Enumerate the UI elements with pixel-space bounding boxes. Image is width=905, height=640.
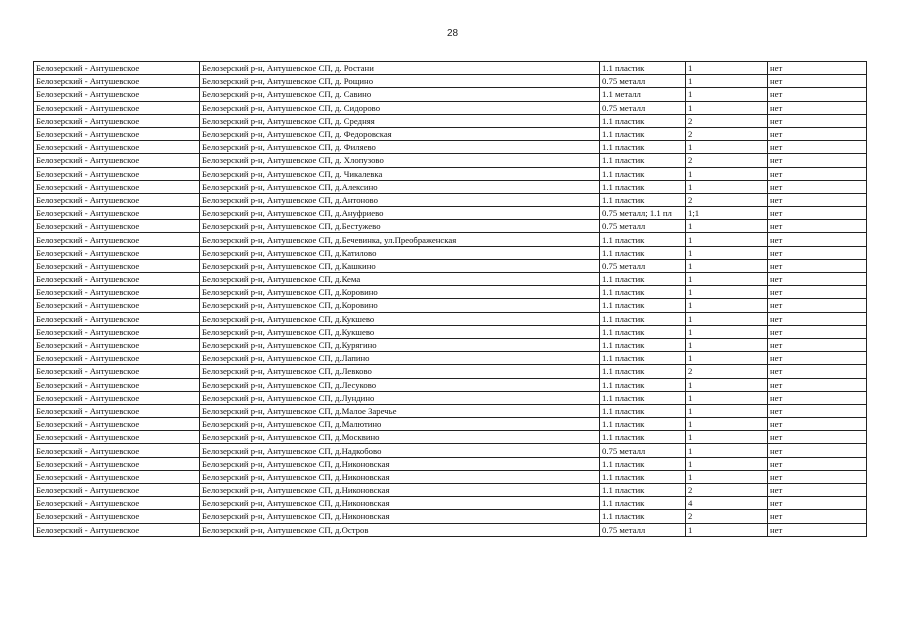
district-cell: Белозерский - Антушевское <box>34 352 200 365</box>
note-cell: нет <box>768 444 867 457</box>
address-cell: Белозерский р-н, Антушевское СП, д.Ануфриево <box>200 207 600 220</box>
container-count-cell: 1 <box>686 325 768 338</box>
district-cell: Белозерский - Антушевское <box>34 431 200 444</box>
container-count-cell: 1 <box>686 180 768 193</box>
district-cell: Белозерский - Антушевское <box>34 62 200 75</box>
container-count-cell: 1;1 <box>686 207 768 220</box>
address-cell: Белозерский р-н, Антушевское СП, д. Хлопузово <box>200 154 600 167</box>
note-cell: нет <box>768 220 867 233</box>
district-cell: Белозерский - Антушевское <box>34 75 200 88</box>
table-row <box>34 259 867 272</box>
address-cell: Белозерский р-н, Антушевское СП, д.Кукшево <box>200 325 600 338</box>
district-cell: Белозерский - Антушевское <box>34 365 200 378</box>
district-cell: Белозерский - Антушевское <box>34 141 200 154</box>
container-count-cell: 1 <box>686 352 768 365</box>
note-cell: нет <box>768 365 867 378</box>
note-cell: нет <box>768 325 867 338</box>
table-row <box>34 154 867 167</box>
container-type-cell: 1.1 пластик <box>600 510 686 523</box>
address-cell: Белозерский р-н, Антушевское СП, д. Средняя <box>200 114 600 127</box>
container-type-cell: 1.1 пластик <box>600 167 686 180</box>
district-cell: Белозерский - Антушевское <box>34 259 200 272</box>
note-cell: нет <box>768 246 867 259</box>
district-cell: Белозерский - Антушевское <box>34 497 200 510</box>
container-count-cell: 1 <box>686 101 768 114</box>
address-cell: Белозерский р-н, Антушевское СП, д.Никоновская <box>200 470 600 483</box>
note-cell: нет <box>768 273 867 286</box>
address-cell: Белозерский р-н, Антушевское СП, д.Никоновская <box>200 484 600 497</box>
table-row <box>34 180 867 193</box>
note-cell: нет <box>768 497 867 510</box>
address-cell: Белозерский р-н, Антушевское СП, д.Кукшево <box>200 312 600 325</box>
table-row <box>34 114 867 127</box>
district-cell: Белозерский - Антушевское <box>34 510 200 523</box>
district-cell: Белозерский - Антушевское <box>34 246 200 259</box>
container-count-cell: 1 <box>686 470 768 483</box>
district-cell: Белозерский - Антушевское <box>34 325 200 338</box>
note-cell: нет <box>768 510 867 523</box>
district-cell: Белозерский - Антушевское <box>34 470 200 483</box>
district-cell: Белозерский - Антушевское <box>34 484 200 497</box>
address-cell: Белозерский р-н, Антушевское СП, д.Бечевинка, ул.Преображенская <box>200 233 600 246</box>
table-row <box>34 88 867 101</box>
district-cell: Белозерский - Антушевское <box>34 299 200 312</box>
address-cell: Белозерский р-н, Антушевское СП, д.Антоново <box>200 193 600 206</box>
address-cell: Белозерский р-н, Антушевское СП, д.Катилово <box>200 246 600 259</box>
note-cell: нет <box>768 286 867 299</box>
container-type-cell: 1.1 пластик <box>600 193 686 206</box>
district-cell: Белозерский - Антушевское <box>34 154 200 167</box>
note-cell: нет <box>768 75 867 88</box>
container-count-cell: 2 <box>686 127 768 140</box>
container-count-cell: 1 <box>686 259 768 272</box>
container-type-cell: 1.1 пластик <box>600 312 686 325</box>
container-type-cell: 1.1 пластик <box>600 180 686 193</box>
district-cell: Белозерский - Антушевское <box>34 418 200 431</box>
note-cell: нет <box>768 418 867 431</box>
container-type-cell: 0.75 металл <box>600 523 686 536</box>
district-cell: Белозерский - Антушевское <box>34 391 200 404</box>
address-cell: Белозерский р-н, Антушевское СП, д. Чикалевка <box>200 167 600 180</box>
container-type-cell: 1.1 пластик <box>600 470 686 483</box>
address-cell: Белозерский р-н, Антушевское СП, д. Сидорово <box>200 101 600 114</box>
table-row <box>34 273 867 286</box>
address-cell: Белозерский р-н, Антушевское СП, д.Малютино <box>200 418 600 431</box>
container-count-cell: 2 <box>686 154 768 167</box>
address-cell: Белозерский р-н, Антушевское СП, д.Бестужево <box>200 220 600 233</box>
container-type-cell: 1.1 пластик <box>600 273 686 286</box>
container-count-cell: 2 <box>686 484 768 497</box>
address-cell: Белозерский р-н, Антушевское СП, д.Малое Заречье <box>200 404 600 417</box>
table-row <box>34 365 867 378</box>
table-row <box>34 207 867 220</box>
note-cell: нет <box>768 312 867 325</box>
table-row <box>34 220 867 233</box>
address-cell: Белозерский р-н, Антушевское СП, д. Федоровская <box>200 127 600 140</box>
district-cell: Белозерский - Антушевское <box>34 457 200 470</box>
address-cell: Белозерский р-н, Антушевское СП, д.Алексино <box>200 180 600 193</box>
address-cell: Белозерский р-н, Антушевское СП, д.Никоновская <box>200 510 600 523</box>
table-row <box>34 246 867 259</box>
container-type-cell: 0.75 металл <box>600 444 686 457</box>
address-cell: Белозерский р-н, Антушевское СП, д. Рощино <box>200 75 600 88</box>
district-cell: Белозерский - Антушевское <box>34 127 200 140</box>
address-cell: Белозерский р-н, Антушевское СП, д.Курягино <box>200 338 600 351</box>
district-cell: Белозерский - Антушевское <box>34 404 200 417</box>
container-count-cell: 1 <box>686 338 768 351</box>
address-cell: Белозерский р-н, Антушевское СП, д.Лундино <box>200 391 600 404</box>
district-cell: Белозерский - Антушевское <box>34 444 200 457</box>
table-row <box>34 444 867 457</box>
container-type-cell: 1.1 пластик <box>600 114 686 127</box>
container-type-cell: 1.1 пластик <box>600 352 686 365</box>
district-cell: Белозерский - Антушевское <box>34 378 200 391</box>
container-type-cell: 1.1 пластик <box>600 404 686 417</box>
container-count-cell: 1 <box>686 141 768 154</box>
note-cell: нет <box>768 338 867 351</box>
container-type-cell: 0.75 металл; 1.1 пл <box>600 207 686 220</box>
container-count-cell: 1 <box>686 88 768 101</box>
table-row <box>34 431 867 444</box>
container-type-cell: 1.1 металл <box>600 88 686 101</box>
container-type-cell: 1.1 пластик <box>600 286 686 299</box>
container-count-cell: 1 <box>686 75 768 88</box>
container-count-cell: 2 <box>686 365 768 378</box>
table-row <box>34 167 867 180</box>
address-cell: Белозерский р-н, Антушевское СП, д.Левково <box>200 365 600 378</box>
address-cell: Белозерский р-н, Антушевское СП, д.Москвино <box>200 431 600 444</box>
container-type-cell: 0.75 металл <box>600 259 686 272</box>
table-row <box>34 404 867 417</box>
district-cell: Белозерский - Антушевское <box>34 114 200 127</box>
page-number: 28 <box>446 28 459 39</box>
container-type-cell: 1.1 пластик <box>600 325 686 338</box>
district-cell: Белозерский - Антушевское <box>34 167 200 180</box>
note-cell: нет <box>768 193 867 206</box>
address-cell: Белозерский р-н, Антушевское СП, д.Коровино <box>200 299 600 312</box>
container-count-cell: 1 <box>686 273 768 286</box>
container-type-cell: 1.1 пластик <box>600 365 686 378</box>
table-row <box>34 286 867 299</box>
table-row <box>34 62 867 75</box>
address-cell: Белозерский р-н, Антушевское СП, д. Ростани <box>200 62 600 75</box>
note-cell: нет <box>768 167 867 180</box>
note-cell: нет <box>768 352 867 365</box>
address-cell: Белозерский р-н, Антушевское СП, д.Коровино <box>200 286 600 299</box>
note-cell: нет <box>768 141 867 154</box>
district-cell: Белозерский - Антушевское <box>34 180 200 193</box>
note-cell: нет <box>768 62 867 75</box>
district-cell: Белозерский - Антушевское <box>34 312 200 325</box>
table-row <box>34 325 867 338</box>
note-cell: нет <box>768 154 867 167</box>
note-cell: нет <box>768 484 867 497</box>
container-count-cell: 1 <box>686 233 768 246</box>
table-row <box>34 470 867 483</box>
table-row <box>34 233 867 246</box>
district-cell: Белозерский - Антушевское <box>34 220 200 233</box>
container-type-cell: 1.1 пластик <box>600 457 686 470</box>
container-type-cell: 1.1 пластик <box>600 246 686 259</box>
address-cell: Белозерский р-н, Антушевское СП, д.Кашкино <box>200 259 600 272</box>
container-count-cell: 4 <box>686 497 768 510</box>
container-type-cell: 1.1 пластик <box>600 154 686 167</box>
table-body <box>34 62 867 537</box>
container-count-cell: 1 <box>686 444 768 457</box>
container-count-cell: 2 <box>686 114 768 127</box>
container-count-cell: 1 <box>686 167 768 180</box>
address-cell: Белозерский р-н, Антушевское СП, д.Остров <box>200 523 600 536</box>
table-row <box>34 352 867 365</box>
container-count-cell: 2 <box>686 193 768 206</box>
table-row <box>34 418 867 431</box>
district-cell: Белозерский - Антушевское <box>34 233 200 246</box>
container-count-cell: 1 <box>686 391 768 404</box>
table-row <box>34 457 867 470</box>
note-cell: нет <box>768 470 867 483</box>
district-cell: Белозерский - Антушевское <box>34 101 200 114</box>
container-type-cell: 1.1 пластик <box>600 141 686 154</box>
table-row <box>34 312 867 325</box>
container-type-cell: 1.1 пластик <box>600 338 686 351</box>
district-cell: Белозерский - Антушевское <box>34 523 200 536</box>
note-cell: нет <box>768 127 867 140</box>
container-count-cell: 1 <box>686 246 768 259</box>
district-cell: Белозерский - Антушевское <box>34 207 200 220</box>
container-type-cell: 1.1 пластик <box>600 431 686 444</box>
note-cell: нет <box>768 457 867 470</box>
note-cell: нет <box>768 431 867 444</box>
note-cell: нет <box>768 180 867 193</box>
address-cell: Белозерский р-н, Антушевское СП, д.Никоновская <box>200 457 600 470</box>
waste-container-table <box>33 61 867 537</box>
table-row <box>34 391 867 404</box>
district-cell: Белозерский - Антушевское <box>34 338 200 351</box>
address-cell: Белозерский р-н, Антушевское СП, д.Кема <box>200 273 600 286</box>
container-count-cell: 1 <box>686 62 768 75</box>
container-count-cell: 1 <box>686 523 768 536</box>
table-row <box>34 101 867 114</box>
container-count-cell: 2 <box>686 510 768 523</box>
table-row <box>34 127 867 140</box>
note-cell: нет <box>768 88 867 101</box>
table-row <box>34 497 867 510</box>
container-count-cell: 1 <box>686 378 768 391</box>
note-cell: нет <box>768 207 867 220</box>
table-row <box>34 141 867 154</box>
table-row <box>34 75 867 88</box>
note-cell: нет <box>768 523 867 536</box>
container-type-cell: 1.1 пластик <box>600 299 686 312</box>
address-cell: Белозерский р-н, Антушевское СП, д. Савино <box>200 88 600 101</box>
container-count-cell: 1 <box>686 431 768 444</box>
address-cell: Белозерский р-н, Антушевское СП, д.Надкобово <box>200 444 600 457</box>
container-type-cell: 1.1 пластик <box>600 62 686 75</box>
container-type-cell: 1.1 пластик <box>600 378 686 391</box>
address-cell: Белозерский р-н, Антушевское СП, д.Никоновская <box>200 497 600 510</box>
table-row <box>34 523 867 536</box>
address-cell: Белозерский р-н, Антушевское СП, д. Филяево <box>200 141 600 154</box>
container-type-cell: 1.1 пластик <box>600 497 686 510</box>
district-cell: Белозерский - Антушевское <box>34 88 200 101</box>
container-count-cell: 1 <box>686 457 768 470</box>
container-count-cell: 1 <box>686 312 768 325</box>
container-type-cell: 0.75 металл <box>600 220 686 233</box>
table-row <box>34 299 867 312</box>
container-type-cell: 0.75 металл <box>600 75 686 88</box>
table-row <box>34 378 867 391</box>
note-cell: нет <box>768 404 867 417</box>
note-cell: нет <box>768 114 867 127</box>
note-cell: нет <box>768 391 867 404</box>
container-type-cell: 1.1 пластик <box>600 127 686 140</box>
container-count-cell: 1 <box>686 286 768 299</box>
container-count-cell: 1 <box>686 299 768 312</box>
district-cell: Белозерский - Антушевское <box>34 286 200 299</box>
container-type-cell: 0.75 металл <box>600 101 686 114</box>
note-cell: нет <box>768 259 867 272</box>
note-cell: нет <box>768 378 867 391</box>
table-row <box>34 484 867 497</box>
container-type-cell: 1.1 пластик <box>600 418 686 431</box>
container-count-cell: 1 <box>686 418 768 431</box>
address-cell: Белозерский р-н, Антушевское СП, д.Лесуково <box>200 378 600 391</box>
container-type-cell: 1.1 пластик <box>600 391 686 404</box>
district-cell: Белозерский - Антушевское <box>34 273 200 286</box>
table-row <box>34 193 867 206</box>
district-cell: Белозерский - Антушевское <box>34 193 200 206</box>
address-cell: Белозерский р-н, Антушевское СП, д.Лапино <box>200 352 600 365</box>
note-cell: нет <box>768 299 867 312</box>
table-row <box>34 510 867 523</box>
container-type-cell: 1.1 пластик <box>600 233 686 246</box>
note-cell: нет <box>768 101 867 114</box>
container-count-cell: 1 <box>686 220 768 233</box>
note-cell: нет <box>768 233 867 246</box>
table-row <box>34 338 867 351</box>
container-count-cell: 1 <box>686 404 768 417</box>
container-type-cell: 1.1 пластик <box>600 484 686 497</box>
